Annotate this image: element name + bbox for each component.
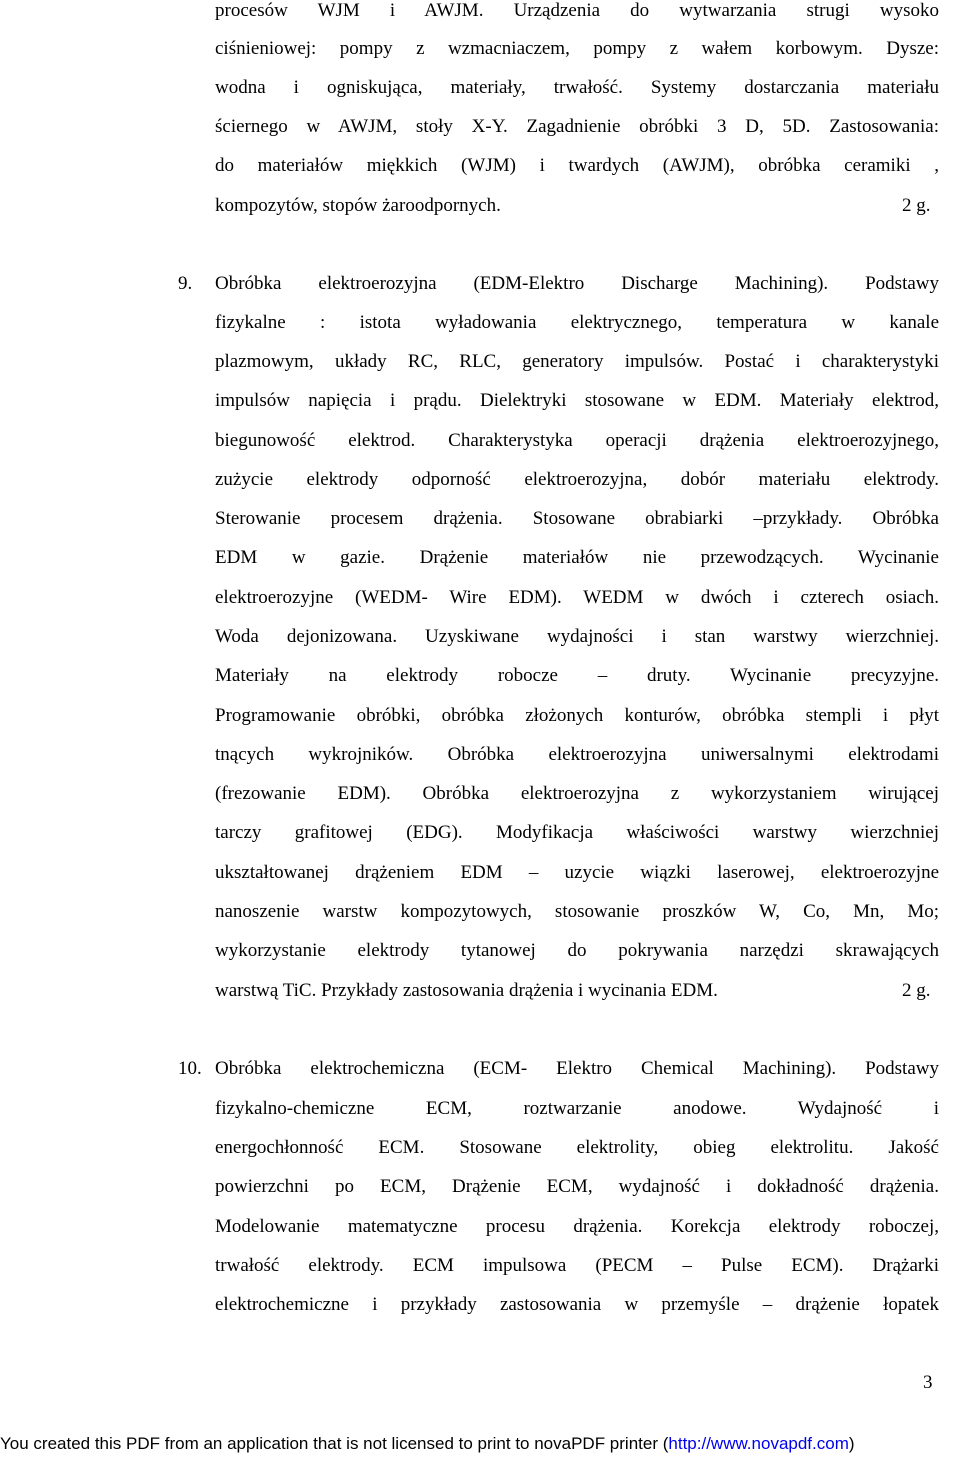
text-line: trwałość elektrody. ECM impulsowa (PECM – Pulse ECM). Drążarki xyxy=(215,1255,939,1276)
text-line: fizykalno-chemiczne ECM, roztwarzanie anodowe. Wydajność i xyxy=(215,1098,939,1119)
text-line: nanoszenie warstw kompozytowych, stosowanie proszków W, Co, Mn, Mo; xyxy=(215,901,939,922)
text-line: powierzchni po ECM, Drążenie ECM, wydajność i dokładność drążenia. xyxy=(215,1176,939,1197)
text-line: wodna i ogniskująca, materiały, trwałość. Systemy dostarczania materiału xyxy=(215,77,939,98)
text-line: impulsów napięcia i prądu. Dielektryki stosowane w EDM. Materiały elektrod, xyxy=(215,390,939,411)
footer-close-paren: ) xyxy=(848,1434,855,1453)
text-line: elektrochemiczne i przykłady zastosowania w przemyśle – drążenie łopatek xyxy=(215,1294,939,1315)
page-number: 3 xyxy=(923,1372,933,1393)
text-line: biegunowość elektrod. Charakterystyka operacji drążenia elektroerozyjnego, xyxy=(215,430,939,451)
hours-label: 2 g. xyxy=(902,195,931,216)
footer-notice xyxy=(0,1434,960,1454)
text-line: Sterowanie procesem drążenia. Stosowane obrabiarki –przykłady. Obróbka xyxy=(215,508,939,529)
text-line: wykorzystanie elektrody tytanowej do pokrywania narzędzi skrawających xyxy=(215,940,939,961)
footer-link[interactable]: http://www.novapdf.com xyxy=(668,1434,849,1453)
text-line: kompozytów, stopów żaroodpornych. xyxy=(215,195,501,216)
text-line: ukształtowanej drążeniem EDM – uzycie wiązki laserowej, elektroerozyjne xyxy=(215,862,939,883)
text-line: Materiały na elektrody robocze – druty. Wycinanie precyzyjne. xyxy=(215,665,939,686)
text-line: zużycie elektrody odporność elektroerozyjna, dobór materiału elektrody. xyxy=(215,469,939,490)
hours-label: 2 g. xyxy=(902,980,931,1001)
text-line: warstwą TiC. Przykłady zastosowania drążenia i wycinania EDM. xyxy=(215,980,718,1001)
text-line: plazmowym, układy RC, RLC, generatory impulsów. Postać i charakterystyki xyxy=(215,351,939,372)
text-line: Obróbka elektroerozyjna (EDM-Elektro Discharge Machining). Podstawy xyxy=(215,273,939,294)
text-line: Programowanie obróbki, obróbka złożonych konturów, obróbka stempli i płyt xyxy=(215,705,939,726)
text-line: Modelowanie matematyczne procesu drążenia. Korekcja elektrody roboczej, xyxy=(215,1216,939,1237)
text-line: do materiałów miękkich (WJM) i twardych (AWJM), obróbka ceramiki , xyxy=(215,155,939,176)
text-line: (frezowanie EDM). Obróbka elektroerozyjna z wykorzystaniem wirującej xyxy=(215,783,939,804)
text-line: Woda dejonizowana. Uzyskiwane wydajności i stan warstwy wierzchniej. xyxy=(215,626,939,647)
section-number: 9. xyxy=(178,273,193,294)
text-line: tnących wykrojników. Obróbka elektroerozyjna uniwersalnymi elektrodami xyxy=(215,744,939,765)
text-line: energochłonność ECM. Stosowane elektrolity, obieg elektrolitu. Jakość xyxy=(215,1137,939,1158)
footer-text: You created this PDF from an application that is not licensed to print to novaPDF printer ( xyxy=(0,1434,669,1453)
text-line: ciśnieniowej: pompy z wzmacniaczem, pompy z wałem korbowym. Dysze: xyxy=(215,38,939,59)
text-line: fizykalne : istota wyładowania elektrycznego, temperatura w kanale xyxy=(215,312,939,333)
text-line: elektroerozyjne (WEDM- Wire EDM). WEDM w dwóch i czterech osiach. xyxy=(215,587,939,608)
text-line: Obróbka elektrochemiczna (ECM- Elektro Chemical Machining). Podstawy xyxy=(215,1058,939,1079)
section-number: 10. xyxy=(178,1058,202,1079)
text-line: tarczy grafitowej (EDG). Modyfikacja właściwości warstwy wierzchniej xyxy=(215,822,939,843)
text-line: EDM w gazie. Drążenie materiałów nie przewodzących. Wycinanie xyxy=(215,547,939,568)
text-line: procesów WJM i AWJM. Urządzenia do wytwarzania strugi wysoko xyxy=(215,0,939,21)
text-line: ściernego w AWJM, stoły X-Y. Zagadnienie obróbki 3 D, 5D. Zastosowania: xyxy=(215,116,939,137)
